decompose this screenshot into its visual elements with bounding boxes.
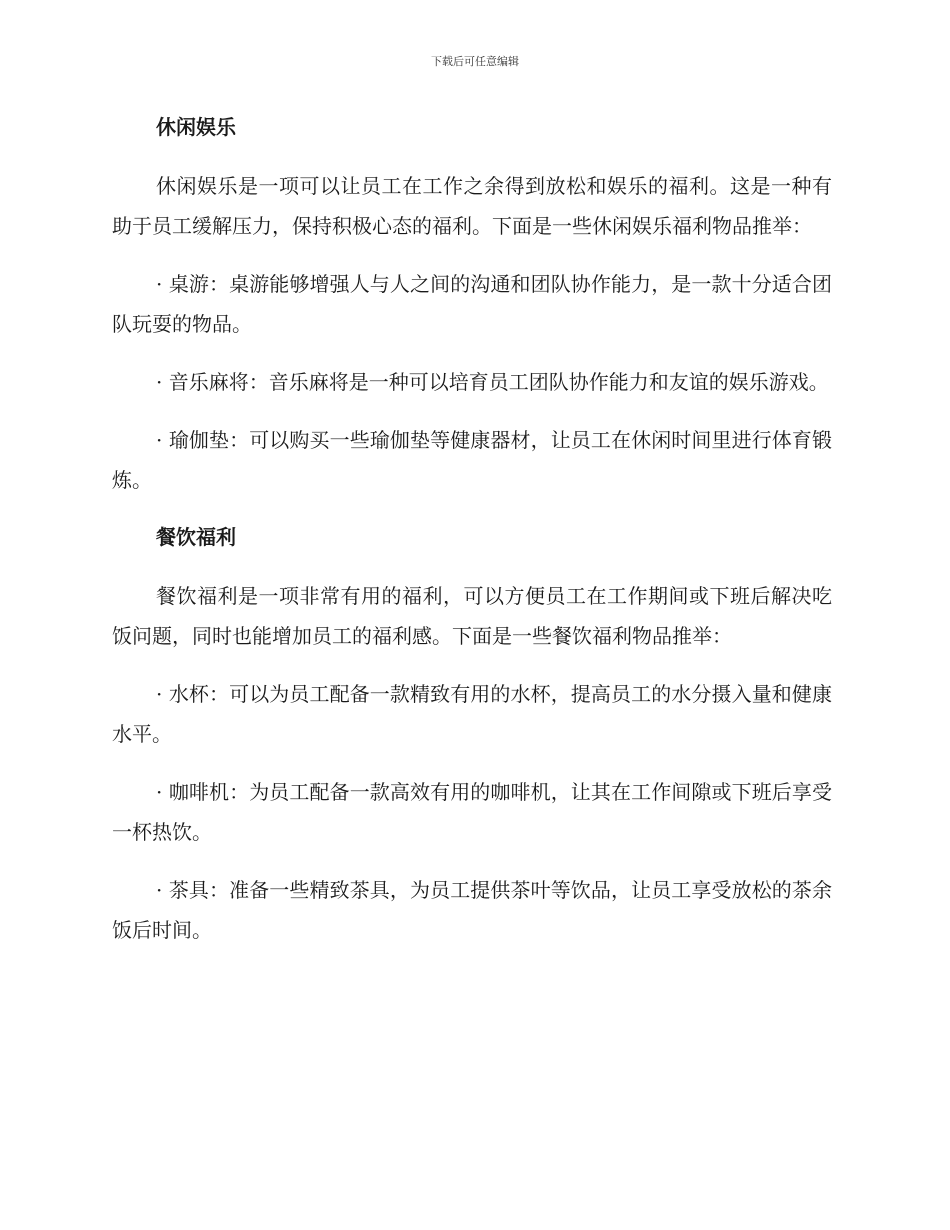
list-item: · 桌游：桌游能够增强人与人之间的沟通和团队协作能力，是一款十分适合团队玩耍的物品。 — [112, 272, 832, 336]
list-item: · 音乐麻将：音乐麻将是一种可以培育员工团队协作能力和友谊的娱乐游戏。 — [156, 370, 829, 394]
page-header: 下载后可任意编辑 — [431, 55, 519, 68]
list-item: · 瑜伽垫：可以购买一些瑜伽垫等健康器材，让员工在休闲时间里进行体育锻炼。 — [112, 428, 832, 492]
section-heading-leisure: 休闲娱乐 — [156, 115, 236, 139]
section-intro-leisure: 休闲娱乐是一项可以让员工在工作之余得到放松和娱乐的福利。这是一种有助于员工缓解压力，保持积极心态的福利。下面是一些休闲娱乐福利物品推举： — [112, 174, 832, 238]
list-item: · 茶具：准备一些精致茶具，为员工提供茶叶等饮品，让员工享受放松的茶余饭后时间。 — [112, 878, 832, 942]
document-body — [112, 108, 832, 950]
section-heading-dining: 餐饮福利 — [156, 525, 236, 549]
list-item: · 咖啡机：为员工配备一款高效有用的咖啡机，让其在工作间隙或下班后享受一杯热饮。 — [112, 780, 832, 844]
list-item: · 水杯：可以为员工配备一款精致有用的水杯，提高员工的水分摄入量和健康水平。 — [112, 682, 832, 746]
section-intro-dining: 餐饮福利是一项非常有用的福利，可以方便员工在工作期间或下班后解决吃饭问题，同时也能增加员工的福利感。下面是一些餐饮福利物品推举： — [112, 584, 832, 648]
